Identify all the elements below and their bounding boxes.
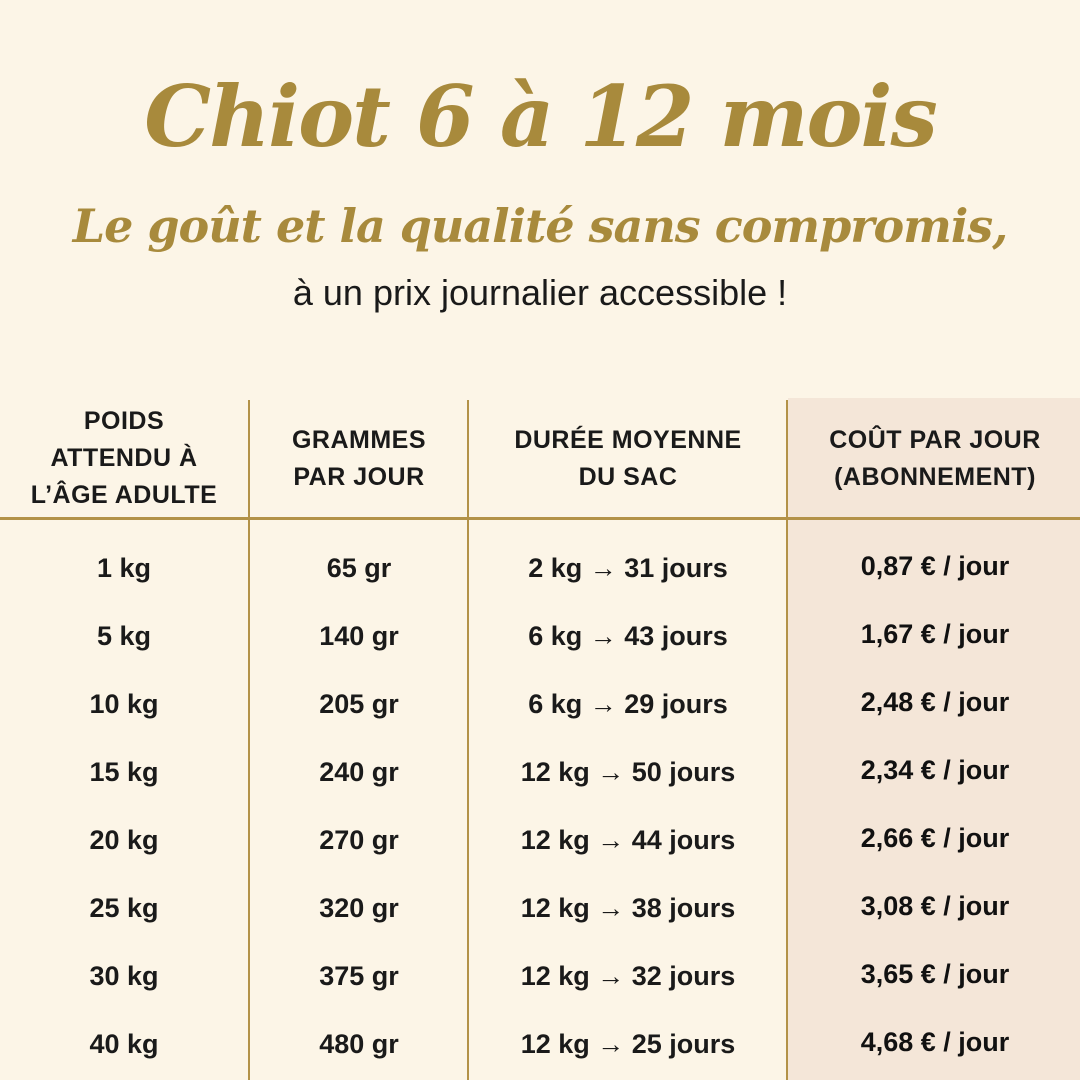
cell-grams: 240 gr — [319, 757, 399, 787]
column-header-cost: COÛT PAR JOUR (ABONNEMENT) — [829, 425, 1041, 491]
header-divider — [0, 517, 1080, 520]
cell-cost: 2,34 € / jour — [860, 755, 1010, 785]
cell-grams: 140 gr — [319, 621, 399, 651]
cell-grams: 375 gr — [319, 961, 399, 991]
cell-weight: 40 kg — [89, 1029, 159, 1059]
cell-cost: 4,68 € / jour — [860, 1027, 1010, 1057]
cell-grams: 320 gr — [319, 893, 399, 923]
cell-weight: 10 kg — [89, 689, 159, 719]
cell-grams: 270 gr — [319, 825, 399, 855]
cell-duration: 2 kg → 31 jours — [528, 553, 728, 583]
cell-weight: 20 kg — [89, 825, 159, 855]
cell-duration: 12 kg → 32 jours — [520, 961, 736, 991]
cell-weight: 1 kg — [96, 553, 152, 583]
page-title: Chiot 6 à 12 mois — [144, 67, 936, 166]
column-divider — [786, 400, 788, 1080]
cell-duration: 6 kg → 29 jours — [528, 689, 728, 719]
cell-duration: 12 kg → 44 jours — [520, 825, 736, 855]
cell-cost: 2,66 € / jour — [860, 823, 1010, 853]
cell-cost: 1,67 € / jour — [860, 619, 1010, 649]
cell-cost: 0,87 € / jour — [860, 551, 1010, 581]
cell-weight: 30 kg — [89, 961, 159, 991]
page-subtitle: Le goût et la qualité sans compromis, — [72, 199, 1008, 253]
cell-duration: 12 kg → 25 jours — [520, 1029, 736, 1059]
cell-cost: 3,08 € / jour — [860, 891, 1010, 921]
cell-grams: 205 gr — [319, 689, 399, 719]
cell-weight: 5 kg — [96, 621, 152, 651]
column-header-duration: DURÉE MOYENNE DU SAC — [514, 425, 742, 491]
cell-duration: 12 kg → 38 jours — [520, 893, 736, 923]
cell-weight: 15 kg — [89, 757, 159, 787]
cell-duration: 12 kg → 50 jours — [520, 757, 736, 787]
cell-grams: 65 gr — [326, 553, 392, 583]
cell-cost: 3,65 € / jour — [860, 959, 1010, 989]
cell-cost: 2,48 € / jour — [860, 687, 1010, 717]
column-header-weight: POIDS ATTENDU À L’ÂGE ADULTE — [30, 407, 218, 509]
tagline: à un prix journalier accessible ! — [292, 272, 788, 313]
cell-grams: 480 gr — [319, 1029, 399, 1059]
cell-duration: 6 kg → 43 jours — [528, 621, 728, 651]
cell-weight: 25 kg — [89, 893, 159, 923]
column-header-grams: GRAMMES PAR JOUR — [291, 425, 427, 491]
